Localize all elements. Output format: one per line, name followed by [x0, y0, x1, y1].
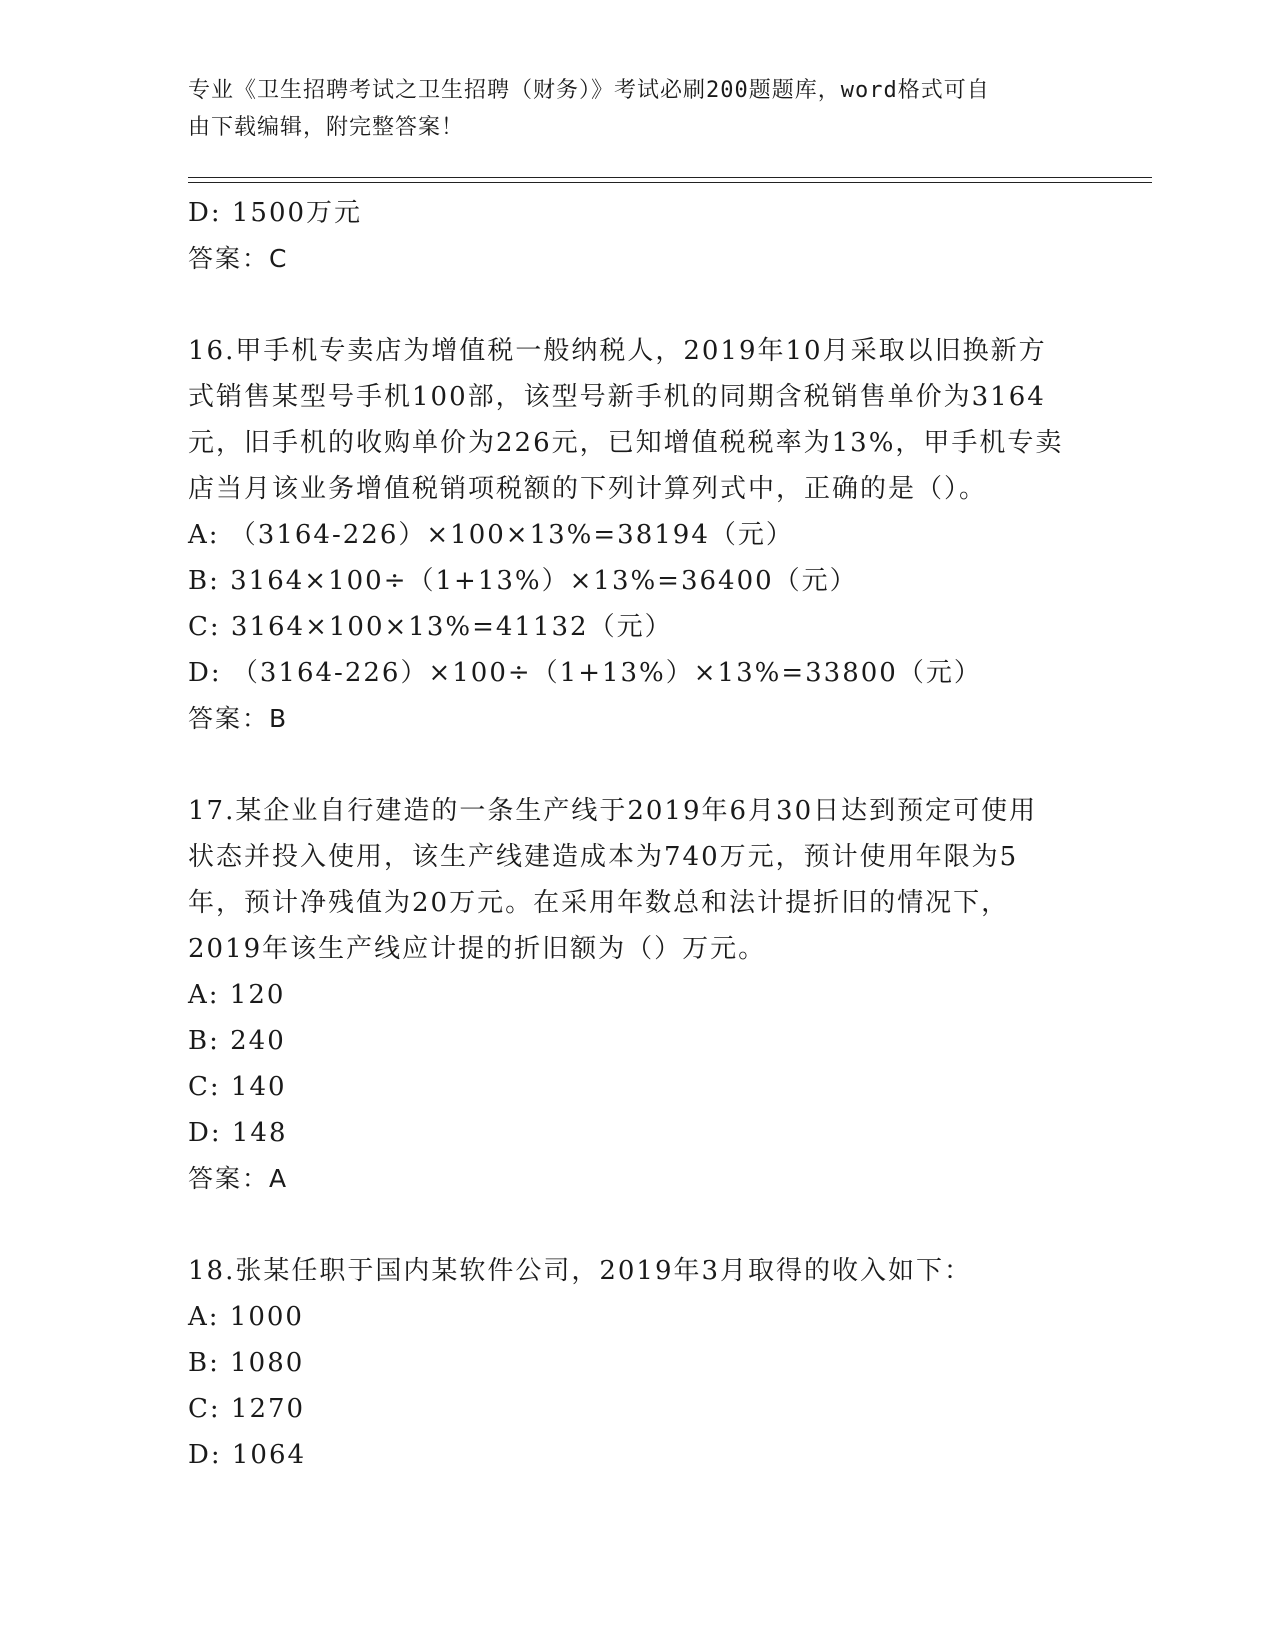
question-18 [188, 1248, 1088, 1478]
question-17-stem-line: 状态并投入使用，该生产线建造成本为740万元，预计使用年限为5 [188, 842, 1019, 872]
prev-answer: 答案：C [188, 244, 289, 273]
document-body [188, 190, 1088, 1478]
question-16-option-d: D: （3164-226）×100÷（1+13%）×13%=33800（元） [188, 658, 982, 688]
question-17-stem-line: 17.某企业自行建造的一条生产线于2019年6月30日达到预定可使用 [188, 796, 1038, 826]
document-header [188, 72, 1068, 146]
question-17-option-d: D: 148 [188, 1118, 288, 1148]
question-16-option-a: A: （3164-226）×100×13%=38194（元） [188, 520, 794, 550]
question-18-option-a: A: 1000 [188, 1302, 304, 1332]
prev-option-d: D: 1500万元 [188, 198, 363, 228]
spacer [188, 282, 1088, 328]
question-17-answer: 答案：A [188, 1164, 289, 1193]
question-17-stem-line: 2019年该生产线应计提的折旧额为（）万元。 [188, 934, 767, 964]
header-line-2: 由下载编辑，附完整答案！ [188, 115, 465, 140]
question-18-option-d: D: 1064 [188, 1440, 307, 1470]
question-16 [188, 328, 1088, 742]
spacer [188, 742, 1088, 788]
question-16-stem-line: 16.甲手机专卖店为增值税一般纳税人，2019年10月采取以旧换新方 [188, 336, 1047, 366]
question-17-option-c: C: 140 [188, 1072, 287, 1102]
question-16-option-c: C: 3164×100×13%=41132（元） [188, 612, 673, 642]
question-16-stem-line: 式销售某型号手机100部，该型号新手机的同期含税销售单价为3164 [188, 382, 1046, 412]
question-17-option-b: B: 240 [188, 1026, 286, 1056]
header-line-1: 专业《卫生招聘考试之卫生招聘（财务）》考试必刷200题题库，word格式可自 [188, 78, 990, 103]
question-17 [188, 788, 1088, 1202]
question-16-stem-line: 店当月该业务增值税销项税额的下列计算列式中，正确的是（）。 [188, 474, 988, 504]
spacer [188, 1202, 1088, 1248]
header-divider-top [188, 177, 1152, 178]
question-17-option-a: A: 120 [188, 980, 286, 1010]
question-17-stem-line: 年，预计净残值为20万元。在采用年数总和法计提折旧的情况下， [188, 888, 1010, 918]
question-16-stem-line: 元，旧手机的收购单价为226元，已知增值税税率为13%，甲手机专卖 [188, 428, 1064, 458]
question-18-option-c: C: 1270 [188, 1394, 306, 1424]
question-16-answer: 答案：B [188, 704, 289, 733]
question-18-option-b: B: 1080 [188, 1348, 305, 1378]
question-18-stem-line: 18.张某任职于国内某软件公司，2019年3月取得的收入如下： [188, 1256, 973, 1286]
header-divider-bottom [188, 182, 1152, 183]
question-16-option-b: B: 3164×100÷（1+13%）×13%=36400（元） [188, 566, 858, 596]
